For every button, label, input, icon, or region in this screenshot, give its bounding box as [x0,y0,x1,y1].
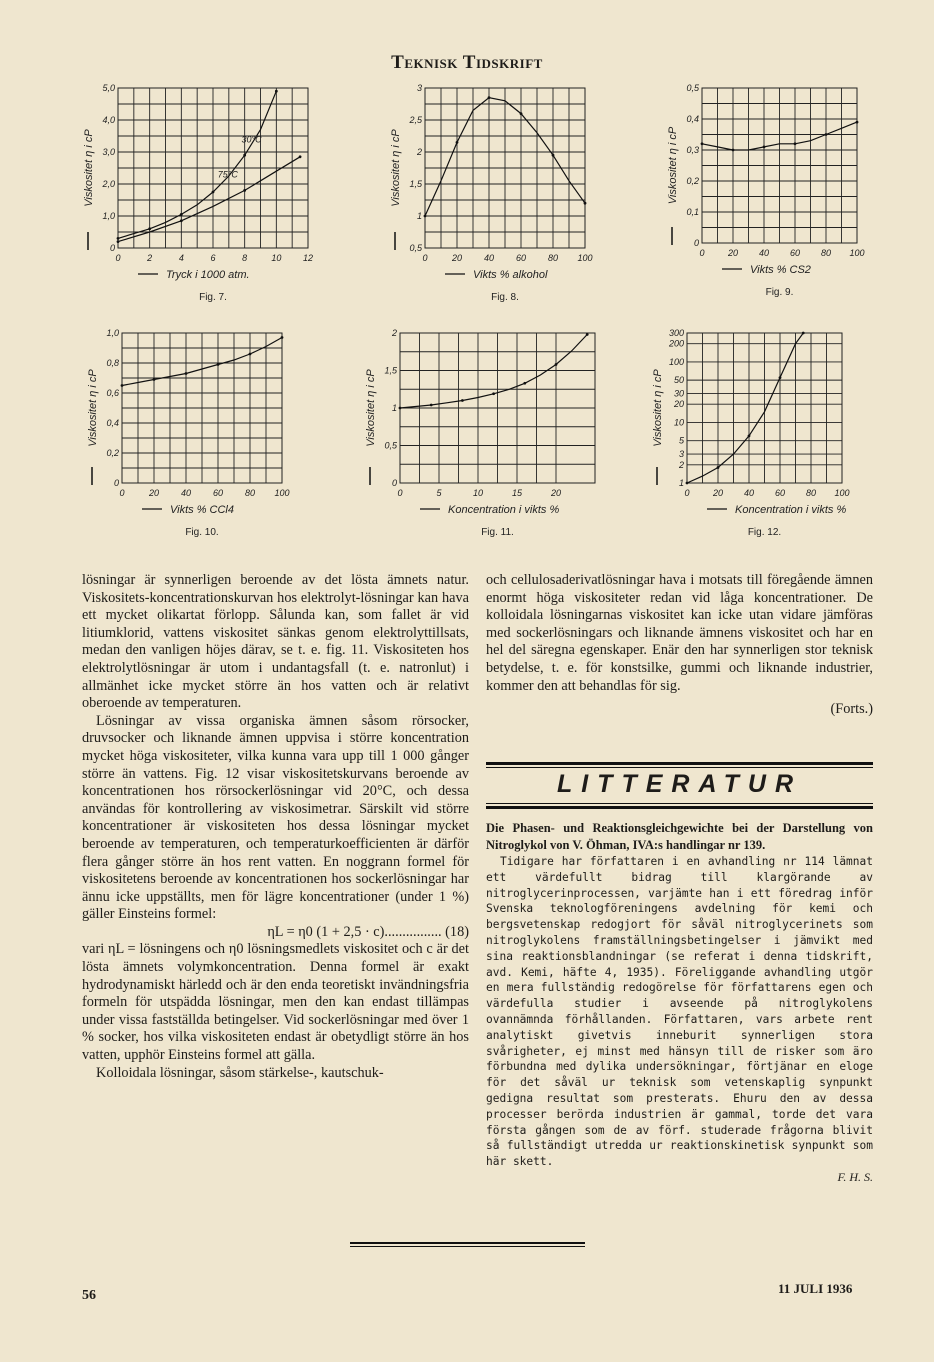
fig11-point [492,392,495,395]
fig12-ytick: 20 [673,399,684,410]
fig7-series-label-1: 75°C [217,169,238,180]
fig11-xtick: 15 [511,488,523,498]
fig8-xtick: 0 [422,253,428,263]
fig7-point [180,219,183,222]
fig10-xlabel: Vikts % CCl4 [170,504,234,516]
fig11-point [430,404,433,407]
review-title: Die Phasen- und Reaktionsgleichgewichte bei der Darstellung von Nitroglykol von V. Öhman, IVA:s handlingar nr 139. [486,821,873,852]
fig9-xtick: 60 [789,248,801,258]
fig9-caption: Fig. 9. [765,287,794,298]
fig9-point [763,146,766,149]
fig7-point [243,189,246,192]
fig7-ytick: 4,0 [102,115,115,125]
fig12-ytick: 200 [668,338,684,349]
fig11-ylabel: Viskositet η i cP [365,369,377,447]
fig7-ylabel: Viskositet η i cP [83,129,95,207]
fig12-ytick: 3 [678,449,684,460]
fig12-xtick: 20 [712,488,724,498]
fig12-ytick: 1 [678,478,684,488]
fig8-xlabel: Vikts % alkohol [473,269,548,281]
figure-7 [80,83,320,308]
fig9-point [825,133,828,136]
fig10-point [281,336,284,339]
fig8-point [584,202,587,205]
fig10-ytick: 0,8 [106,358,119,368]
fig7-xtick: 10 [271,253,282,263]
fig8-ytick: 1,5 [409,179,422,189]
fig9-ytick: 0,2 [686,176,699,186]
fig9-xtick: 40 [758,248,770,258]
fig11-series-0 [400,335,587,409]
fig11-ytick: 0 [391,478,397,488]
fig12-series-0 [687,333,803,483]
fig7-xtick: 4 [178,253,184,263]
fig7-point [117,237,120,240]
fig10-ytick: 1,0 [106,328,119,338]
fig8-point [520,112,523,115]
fig11-xtick: 20 [550,488,562,498]
fig12-grid [687,333,842,483]
fig11-ytick: 1,5 [384,365,397,376]
fig11-xtick: 5 [436,488,442,498]
fig7-xtick: 0 [115,253,121,263]
fig8-ytick: 1 [416,211,422,221]
fig9-point [794,142,797,145]
fig12-ytick: 300 [668,328,684,338]
fig8-xtick: 80 [547,253,559,263]
paragraph-colloidal-cont: och cellulosaderivatlösningar hava i motsats till föregående ämnen enormt höga viskositeter redan vid låga koncentrationer. De kolloidala lösningarnas viskositet kan icke utan vidare jämföras med sockerlösningars och liknande ämnens viskositet och har en hel del säregna egenskaper. Enär den har synnerligen stor teknisk betydelse, t. e. för konstsilke, gummi och liknande industrier, kommer den att behandlas för sig. [486,572,873,694]
fig9-point [701,142,704,145]
fig12-ytick: 2 [678,459,684,470]
fig7-point [148,227,151,230]
right-column [486,572,873,719]
review-body: Tidigare har författaren i en avhandling nr 114 lämnat ett värdefullt bidrag till klargörande av nitroglycerinprocessen, varjämte han i ett föredrag inför Svenska teknologföreningens avdelning för kemi och bergsvetenskap redogjort för såväl nitroglycerinets som nitroglykolens framställningsbetingelser i jämvikt med sina reaktionsblandningar (se referat i denna tidskrift, avd. Kemi, häfte 4, 1935). Föreliggande avhandling utgör en mera fullständig redogörelse för författarens egen och värdefulla studier i avseende på nitroglykolens ovannämnda förhållanden. Författaren, vars arbete rent analytiskt givetvis inneburit synnerligen stora svårigheter, ej minst med hänsyn till de risker som äro förbundna med dylika undersökningar, förtjänar en eloge för det såväl ur teknisk som vetenskaplig synpunkt gedigna resultat som presterats. Ehuru den av dessa processer berörda industrien är gammal, torde det vara första gången som de av förf. studerade frågorna blivit så fullständigt utredda ur reaktionskinetisk synpunkt som här skett. [486,855,873,1169]
fig12-ylabel: Viskositet η i cP [652,369,664,447]
review [486,820,873,1186]
end-rule-thin [350,1246,585,1247]
fig8-caption: Fig. 8. [491,292,519,303]
fig8-ytick: 2,5 [409,115,422,125]
fig10-xtick: 80 [244,488,256,498]
fig11-xlabel: Koncentration i vikts % [448,504,560,516]
fig10-point [153,378,156,381]
fig10-ytick: 0,4 [106,418,119,428]
fig12-xtick: 0 [684,488,690,498]
end-rule [350,1242,585,1244]
fig9-grid [702,88,857,243]
fig9-xtick: 0 [699,248,705,258]
formula-18: ηL = η0 (1 + 2,5 · c)................ (18) [267,923,469,940]
fig10-xtick: 60 [212,488,224,498]
fig9-xtick: 80 [820,248,832,258]
section-rule-top-thin [486,767,873,768]
fig9-ytick: 0,4 [686,114,699,124]
fig8-ytick: 3 [416,83,422,93]
review-signature: F. H. S. [837,1169,873,1184]
fig11-point [586,333,589,336]
fig10-grid [122,333,282,483]
fig10-ytick: 0,6 [106,388,119,398]
paragraph-organic: Lösningar av vissa organiska ämnen såsom rörsocker, druvsocker och liknande ämnen uppvisa i större koncentration mycket höga viskositeter, vilka kunna vara upp till 1 000 gånger större än vattens. Fig. 12 visar viskositetskurvans beroende av koncentrationen hos rörsockerlösningar vid 20°C, och dessa användas för kontrollering av viskosimetrar. Särskilt vid större koncentrationer är viskositeten hos dessa lösningar mycket beroende av temperaturen, och temperaturkoefficienten är därför flera gånger större än hos rent vatten. En noggrann formel för viskositetens beroende av koncentrationen hos sockerlösningar har ännu icke uppställts, men för lägre koncentrationer (under 1 %) gäller Einsteins formel: [82,712,469,923]
fig10-point [185,372,188,375]
fig7-caption: Fig. 7. [199,292,227,303]
fig11-point [523,382,526,385]
fig7-point [275,90,278,93]
fig9-ytick: 0 [693,238,699,248]
fig8-xtick: 100 [577,253,593,263]
fig7-point [180,213,183,216]
fig12-ytick: 100 [668,356,684,367]
fig7-grid [118,88,308,248]
fig12-point [802,332,805,335]
fig9-ylabel: Viskositet η i cP [667,126,679,205]
paragraph-einstein: vari ηL = lösningens och η0 lösningsmedlets viskositet och c är det lösta ämnets volymkoncentration. Denna formel är exakt hydrodynamiskt härledd och är den enda teoretiskt invändningsfria formeln för utspädda lösningar, men den kan endast tillämpas under vissa fastställda betingelser. Vid sockerlösningar med över 1 % socker, hos vilka viskositeten endast är obetydligt större än hos vatten, upphör Einsteins formel att gälla. [82,941,469,1064]
fig8-ytick: 0,5 [409,243,422,253]
figure-8 [380,83,610,308]
fig7-point [299,155,302,158]
fig8-ytick: 2 [416,147,422,157]
fig12-point [748,434,751,437]
fig10-xtick: 100 [274,488,290,498]
fig7-xtick: 8 [242,253,248,263]
fig10-ylabel: Viskositet η i cP [87,369,99,447]
fig7-xlabel: Tryck i 1000 atm. [166,269,250,281]
section-rule-top [486,762,873,765]
fig7-series-1 [118,157,300,242]
fig7-xtick: 2 [147,253,153,263]
fig12-xtick: 40 [743,488,755,498]
fig7-ytick: 1,0 [102,211,115,221]
fig12-xlabel: Koncentration i vikts % [735,504,847,516]
fig7-xtick: 6 [210,253,216,263]
fig10-xtick: 20 [148,488,160,498]
fig7-series-label-0: 30°C [241,134,262,145]
section-title: LITTERATUR [556,770,803,798]
fig10-ytick: 0 [113,478,119,488]
fig8-point [488,96,491,99]
fig11-ytick: 0,5 [384,440,397,451]
journal-title: Teknisk Tidskrift [391,52,543,73]
fig7-ytick: 2,0 [102,179,115,189]
fig10-ytick: 0,2 [106,448,119,458]
fig8-ylabel: Viskositet η i cP [390,129,402,207]
fig10-xtick: 0 [119,488,125,498]
fig7-ytick: 0 [109,243,115,253]
fig11-point [399,407,402,410]
fig7-point [212,191,215,194]
fig12-ytick: 50 [673,375,684,386]
fig12-xtick: 60 [774,488,786,498]
left-column [82,572,469,1082]
fig11-ytick: 1 [391,403,397,413]
fig8-xtick: 60 [515,253,527,263]
fig10-caption: Fig. 10. [185,527,219,538]
fig10-point [121,384,124,387]
paragraph-electrolytes: lösningar är synnerligen beroende av det lösta ämnets natur. Viskositets-koncentrationskurvan hos elektrolyt-lösningar kan hava ett mycket olikartat förlopp. Sålunda kan, som fallet är vid litiumklorid, vattens viskositet sänkas genom elektrolyttillsats, medan den vanligen höjes därav, se t. e. fig. 11. Viskositeten hos elektrolytlösningar är utom i undantagsfall (t. e. natronlut) i allmänhet icke mycket större än hos vatten och är relativt oberoende av temperaturen. [82,572,469,712]
fig12-ytick: 10 [673,417,684,428]
section-rule-bottom [486,803,873,804]
fig9-xtick: 100 [849,248,865,258]
fig7-xtick: 12 [302,253,314,263]
fig8-xtick: 40 [483,253,495,263]
fig11-point [461,399,464,402]
fig8-point [424,215,427,218]
fig11-ytick: 2 [391,328,397,338]
figure-12 [645,328,885,548]
fig10-point [249,353,252,356]
fig11-xtick: 0 [397,488,403,498]
fig9-ytick: 0,3 [686,145,699,155]
section-rule-bottom-thick [486,806,873,809]
fig12-point [686,482,689,485]
fig9-xlabel: Vikts % CS2 [750,264,811,276]
fig11-point [555,363,558,366]
fig8-point [552,154,555,157]
fig12-caption: Fig. 12. [747,527,782,538]
fig7-point [117,240,120,243]
fig12-ytick: 30 [673,388,684,399]
fig12-point [717,466,720,469]
fig9-ytick: 0,1 [686,207,699,217]
fig8-xtick: 20 [451,253,463,263]
page-number: 56 [82,1288,96,1303]
fig12-point [779,376,782,379]
fig8-point [456,141,459,144]
fig9-xtick: 20 [727,248,739,258]
fig9-ytick: 0,5 [686,83,699,93]
fig7-point [243,154,246,157]
fig12-xtick: 80 [805,488,817,498]
continued-note: (Forts.) [830,701,873,718]
paragraph-colloidal: Kolloidala lösningar, såsom stärkelse-, kautschuk- [96,1064,384,1081]
figure-11 [360,328,610,548]
fig12-xtick: 100 [834,488,850,498]
figure-9 [660,83,880,308]
fig10-xtick: 40 [180,488,192,498]
fig10-point [217,363,220,366]
fig7-ytick: 3,0 [102,147,115,157]
fig11-xtick: 10 [472,488,484,498]
fig12-ytick: 5 [678,435,684,446]
issue-date: 11 JULI 1936 [778,1281,853,1296]
fig7-ytick: 5,0 [102,83,115,93]
figure-10 [80,328,320,548]
fig9-point [732,149,735,152]
fig11-caption: Fig. 11. [481,527,514,538]
fig9-point [856,121,859,124]
